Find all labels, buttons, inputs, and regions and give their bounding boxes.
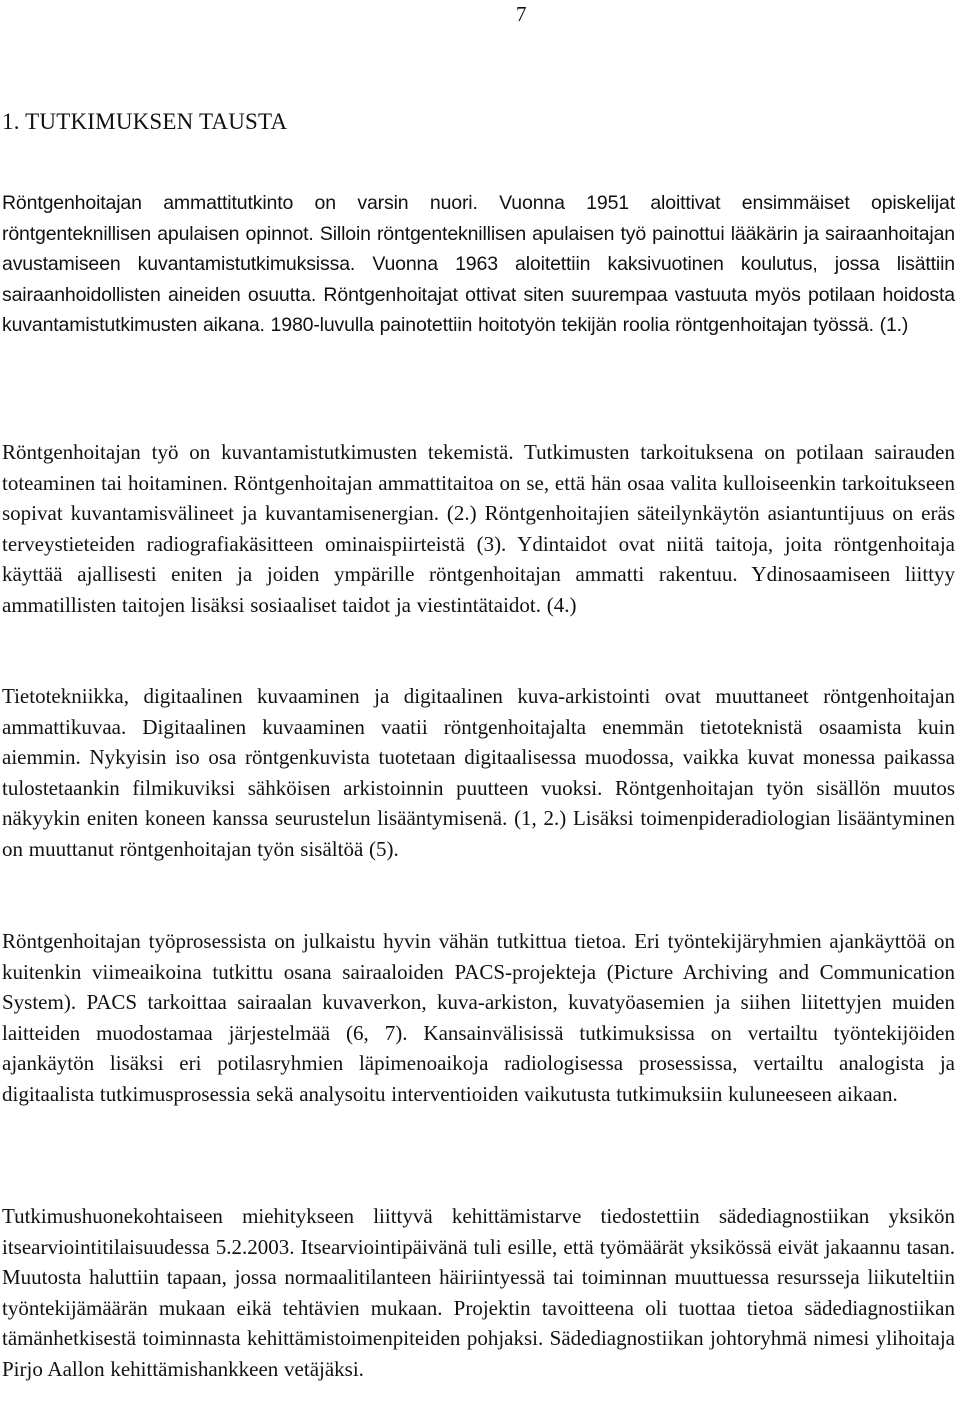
paragraph-digital-imaging: Tietotekniikka, digitaalinen kuvaaminen ja digitaalinen kuva-arkistointi ovat muuttaneet röntgenhoitajan ammattikuvaa. Digitaalinen kuvaaminen vaatii röntgenhoitajalta enemmän tietoteknistä osaamista kuin aiemmin. Nykyisin iso osa röntgenkuvista tuotetaan digitaalisessa muodossa, vaikka kuvat monessa paikassa tulostetaankin filmikuviksi sähköisen arkistoinnin puutteen vuoksi. Röntgenhoitajan työn sisällön muutos näkyykin eniten koneen kanssa seurustelun lisääntymisenä. (1, 2.) Lisäksi toimenpideradiologian lisääntyminen on muuttanut röntgenhoitajan työn sisältöä (5). — [2, 684, 955, 861]
paragraph-work-process-research: Röntgenhoitajan työprosessista on julkaistu hyvin vähän tutkittua tietoa. Eri työntekijäryhmien ajankäyttöä on kuitenkin viimeaikoina tutkittu osana sairaaloiden PACS-projekteja (Picture Archiving and Communication System). PACS tarkoittaa sairaalan kuvaverkon, kuva-arkiston, kuvatyöasemien ja siihen liitettyjen muiden laitteiden muodostamaa järjestelmää (6, 7). Kansainvälisissä tutkimuksissa on vertailtu työntekijöiden ajankäytön lisäksi eri potilasryhmien läpimenoaikoja radiologisessa prosessissa, vertailtu analogista ja digitaalista tutkimusprosessia sekä analysoitu interventioiden vaikutusta tutkimuksiin kuluneeseen aikaan. — [2, 929, 955, 1106]
paragraph-development-need: Tutkimushuonekohtaiseen miehitykseen liittyvä kehittämistarve tiedostettiin sädediagnostiikan yksikön itsearviointitilaisuudessa 5.2.2003. Itsearviointipäivänä tuli esille, että työmäärät yksikössä eivät jakaannu tasan. Muutosta haluttiin tapaan, jossa normaalitilanteen häiriintyessä tai toiminnan muuttuessa resursseja liikuteltiin työntekijämäärän mukaan eikä tehtävien mukaan. Projektin tavoitteena oli tuottaa tietoa sädediagnostiikan tämänhetkisestä toiminnasta kehittämistoimenpiteiden pohjaksi. Sädediagnostiikan johtoryhmä nimesi ylihoitaja Pirjo Aallon kehittämishankkeen vetäjäksi. — [2, 1204, 955, 1381]
paragraph-history: Röntgenhoitajan ammattitutkinto on varsin nuori. Vuonna 1951 aloittivat ensimmäiset opiskelijat röntgenteknillisen apulaisen opinnot. Silloin röntgenteknillisen apulaisen työ painottui lääkärin ja sairaanhoitajan avustamiseen kuvantamistutkimuksissa. Vuonna 1963 aloitettiin kaksivuotinen koulutus, jossa lisättiin sairaanhoidollisten aineiden osuutta. Röntgenhoitajat ottivat siten suurempaa vastuuta myös potilaan hoidosta kuvantamistutkimusten aikana. 1980-luvulla painotettiin hoitotyön tekijän roolia röntgenhoitajan työssä. (1.) — [2, 192, 955, 336]
page-number: 7 — [516, 2, 527, 26]
paragraph-radiographer-work: Röntgenhoitajan työ on kuvantamistutkimusten tekemistä. Tutkimusten tarkoituksena on potilaan sairauden toteaminen tai hoitaminen. Röntgenhoitajan ammattitaitoa on se, että hän osaa valita kulloiseenkin tarkoitukseen sopivat kuvantamisvälineet ja kuvantamisenergian. (2.) Röntgenhoitajien säteilynkäytön asiantuntijuus on eräs terveystieteiden radiografiakäsitteen ominaispiirteistä (3). Ydintaidot ovat niitä taitoja, joita röntgenhoitaja käyttää ajallisesti eniten ja joiden ympärille röntgenhoitajan ammatti rakentuu. Ydinosaamiseen liittyy ammatillisten taitojen lisäksi sosiaaliset taidot ja viestintätaidot. (4.) — [2, 440, 955, 617]
section-heading: 1. TUTKIMUKSEN TAUSTA — [2, 109, 288, 134]
